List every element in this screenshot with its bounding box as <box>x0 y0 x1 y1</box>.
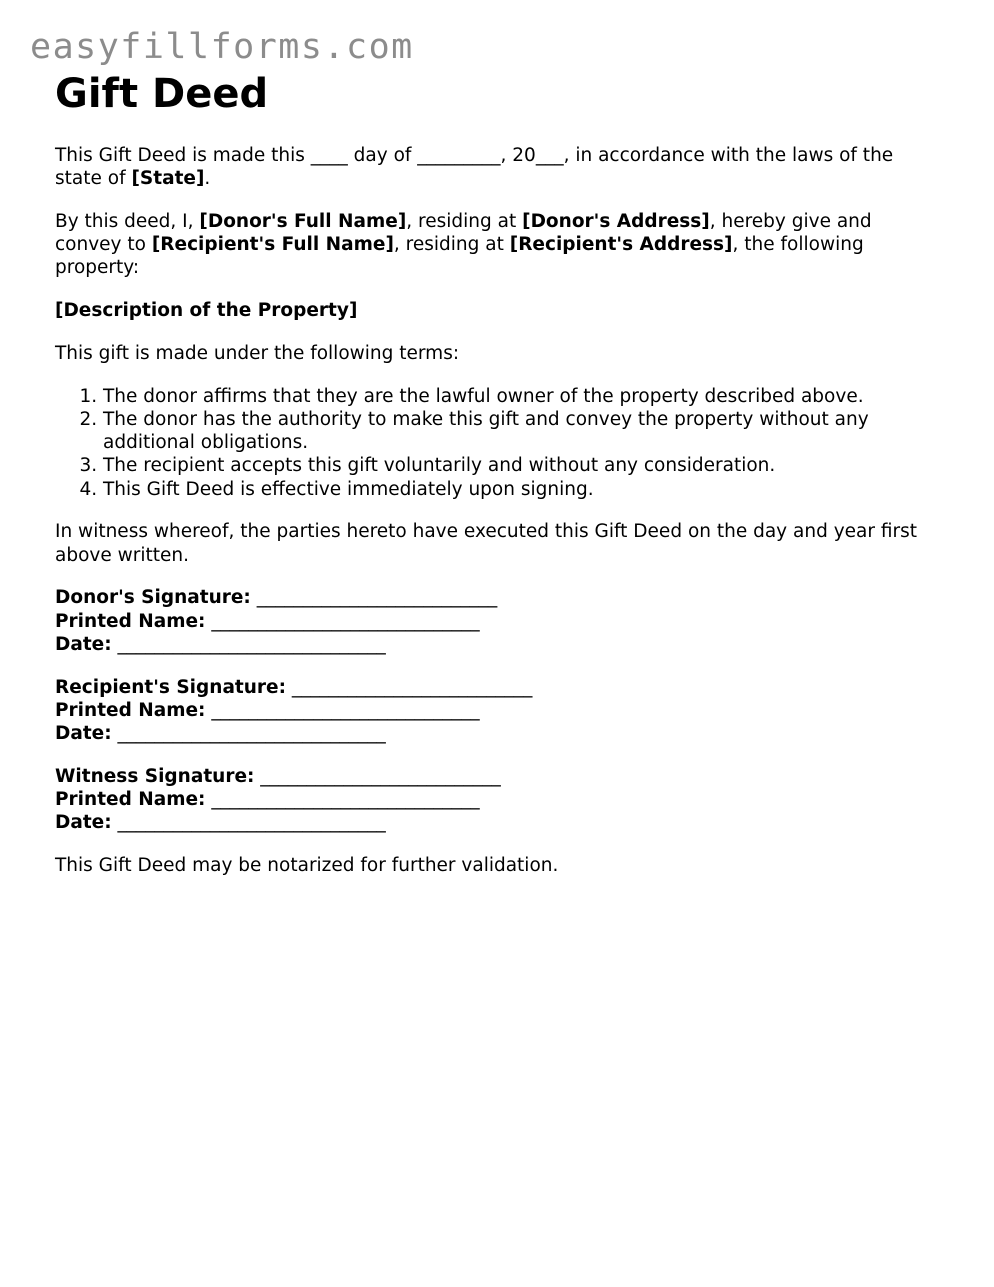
recipient-signature-block <box>55 676 925 746</box>
conveyance-text-2: , residing at <box>406 211 523 232</box>
intro-text: This Gift Deed is made this ____ day of _________, 20___, in accordance with the laws of the state of <box>55 145 894 190</box>
notary-note: This Gift Deed may be notarized for further validation. <box>55 855 559 877</box>
page-title: Gift Deed <box>55 71 269 117</box>
intro-end: . <box>204 168 211 190</box>
witness-clause: In witness whereof, the parties hereto have executed this Gift Deed on the day and year first above written. <box>55 521 918 566</box>
witness-signature-block <box>55 765 925 835</box>
watermark-logo: easyfillforms.com <box>30 27 414 67</box>
terms-list <box>55 385 925 501</box>
recipient-address-placeholder: [Recipient's Address] <box>509 234 733 256</box>
term-item: 3. The recipient accepts this gift voluntarily and without any consideration. <box>103 454 925 477</box>
recipient-printed-name-line[interactable] <box>55 699 925 722</box>
witness-signature-line[interactable] <box>55 765 925 788</box>
donor-address-placeholder: [Donor's Address] <box>522 211 710 232</box>
donor-signature-line[interactable] <box>55 586 925 609</box>
witness-printed-name-line[interactable] <box>55 788 925 811</box>
donor-printed-name-blank[interactable]: _____________________________ <box>205 610 480 632</box>
conveyance-text-5: , the following property: <box>55 234 864 279</box>
intro-paragraph <box>55 144 925 190</box>
witness-date-blank[interactable]: _____________________________ <box>111 812 386 834</box>
property-description <box>55 299 925 322</box>
state-placeholder: [State] <box>131 168 205 190</box>
recipient-date-label: Date: <box>55 723 112 745</box>
recipient-signature-line[interactable] <box>55 676 925 699</box>
recipient-signature-blank[interactable]: __________________________ <box>286 676 533 698</box>
recipient-name-placeholder: [Recipient's Full Name] <box>151 234 394 256</box>
term-item: 1. The donor affirms that they are the lawful owner of the property described above. <box>103 385 925 408</box>
term-item: 4. This Gift Deed is effective immediately upon signing. <box>103 478 925 501</box>
recipient-signature-label: Recipient's Signature: <box>55 676 287 698</box>
witness-signature-label: Witness Signature: <box>55 765 255 787</box>
recipient-date-blank[interactable]: _____________________________ <box>111 723 386 745</box>
donor-printed-name-label: Printed Name: <box>55 610 206 632</box>
recipient-printed-name-blank[interactable]: _____________________________ <box>205 699 480 721</box>
donor-name-placeholder: [Donor's Full Name] <box>199 211 407 232</box>
recipient-date-line[interactable] <box>55 722 925 745</box>
witness-printed-name-blank[interactable]: _____________________________ <box>205 789 480 811</box>
donor-date-line[interactable] <box>55 633 925 656</box>
donor-signature-label: Donor's Signature: <box>55 587 251 609</box>
donor-signature-blank[interactable]: __________________________ <box>250 587 498 609</box>
conveyance-text-1: By this deed, I, <box>55 211 200 232</box>
conveyance-paragraph <box>55 210 925 280</box>
document-page <box>55 70 925 877</box>
witness-date-line[interactable] <box>55 811 925 834</box>
conveyance-text-3: , hereby give and convey to <box>55 211 872 256</box>
terms-intro: This gift is made under the following terms: <box>55 343 460 364</box>
term-item: 2. The donor has the authority to make this gift and convey the property without any additional obligations. <box>103 408 925 454</box>
witness-signature-blank[interactable]: __________________________ <box>254 765 501 787</box>
recipient-printed-name-label: Printed Name: <box>55 699 206 721</box>
donor-signature-block <box>55 586 925 656</box>
witness-printed-name-label: Printed Name: <box>55 789 206 811</box>
donor-date-label: Date: <box>55 633 112 655</box>
property-description-placeholder: [Description of the Property] <box>55 300 358 322</box>
conveyance-text-4: , residing at <box>393 234 510 256</box>
donor-date-blank[interactable]: _____________________________ <box>111 633 386 655</box>
witness-date-label: Date: <box>55 812 112 834</box>
donor-printed-name-line[interactable] <box>55 610 925 633</box>
